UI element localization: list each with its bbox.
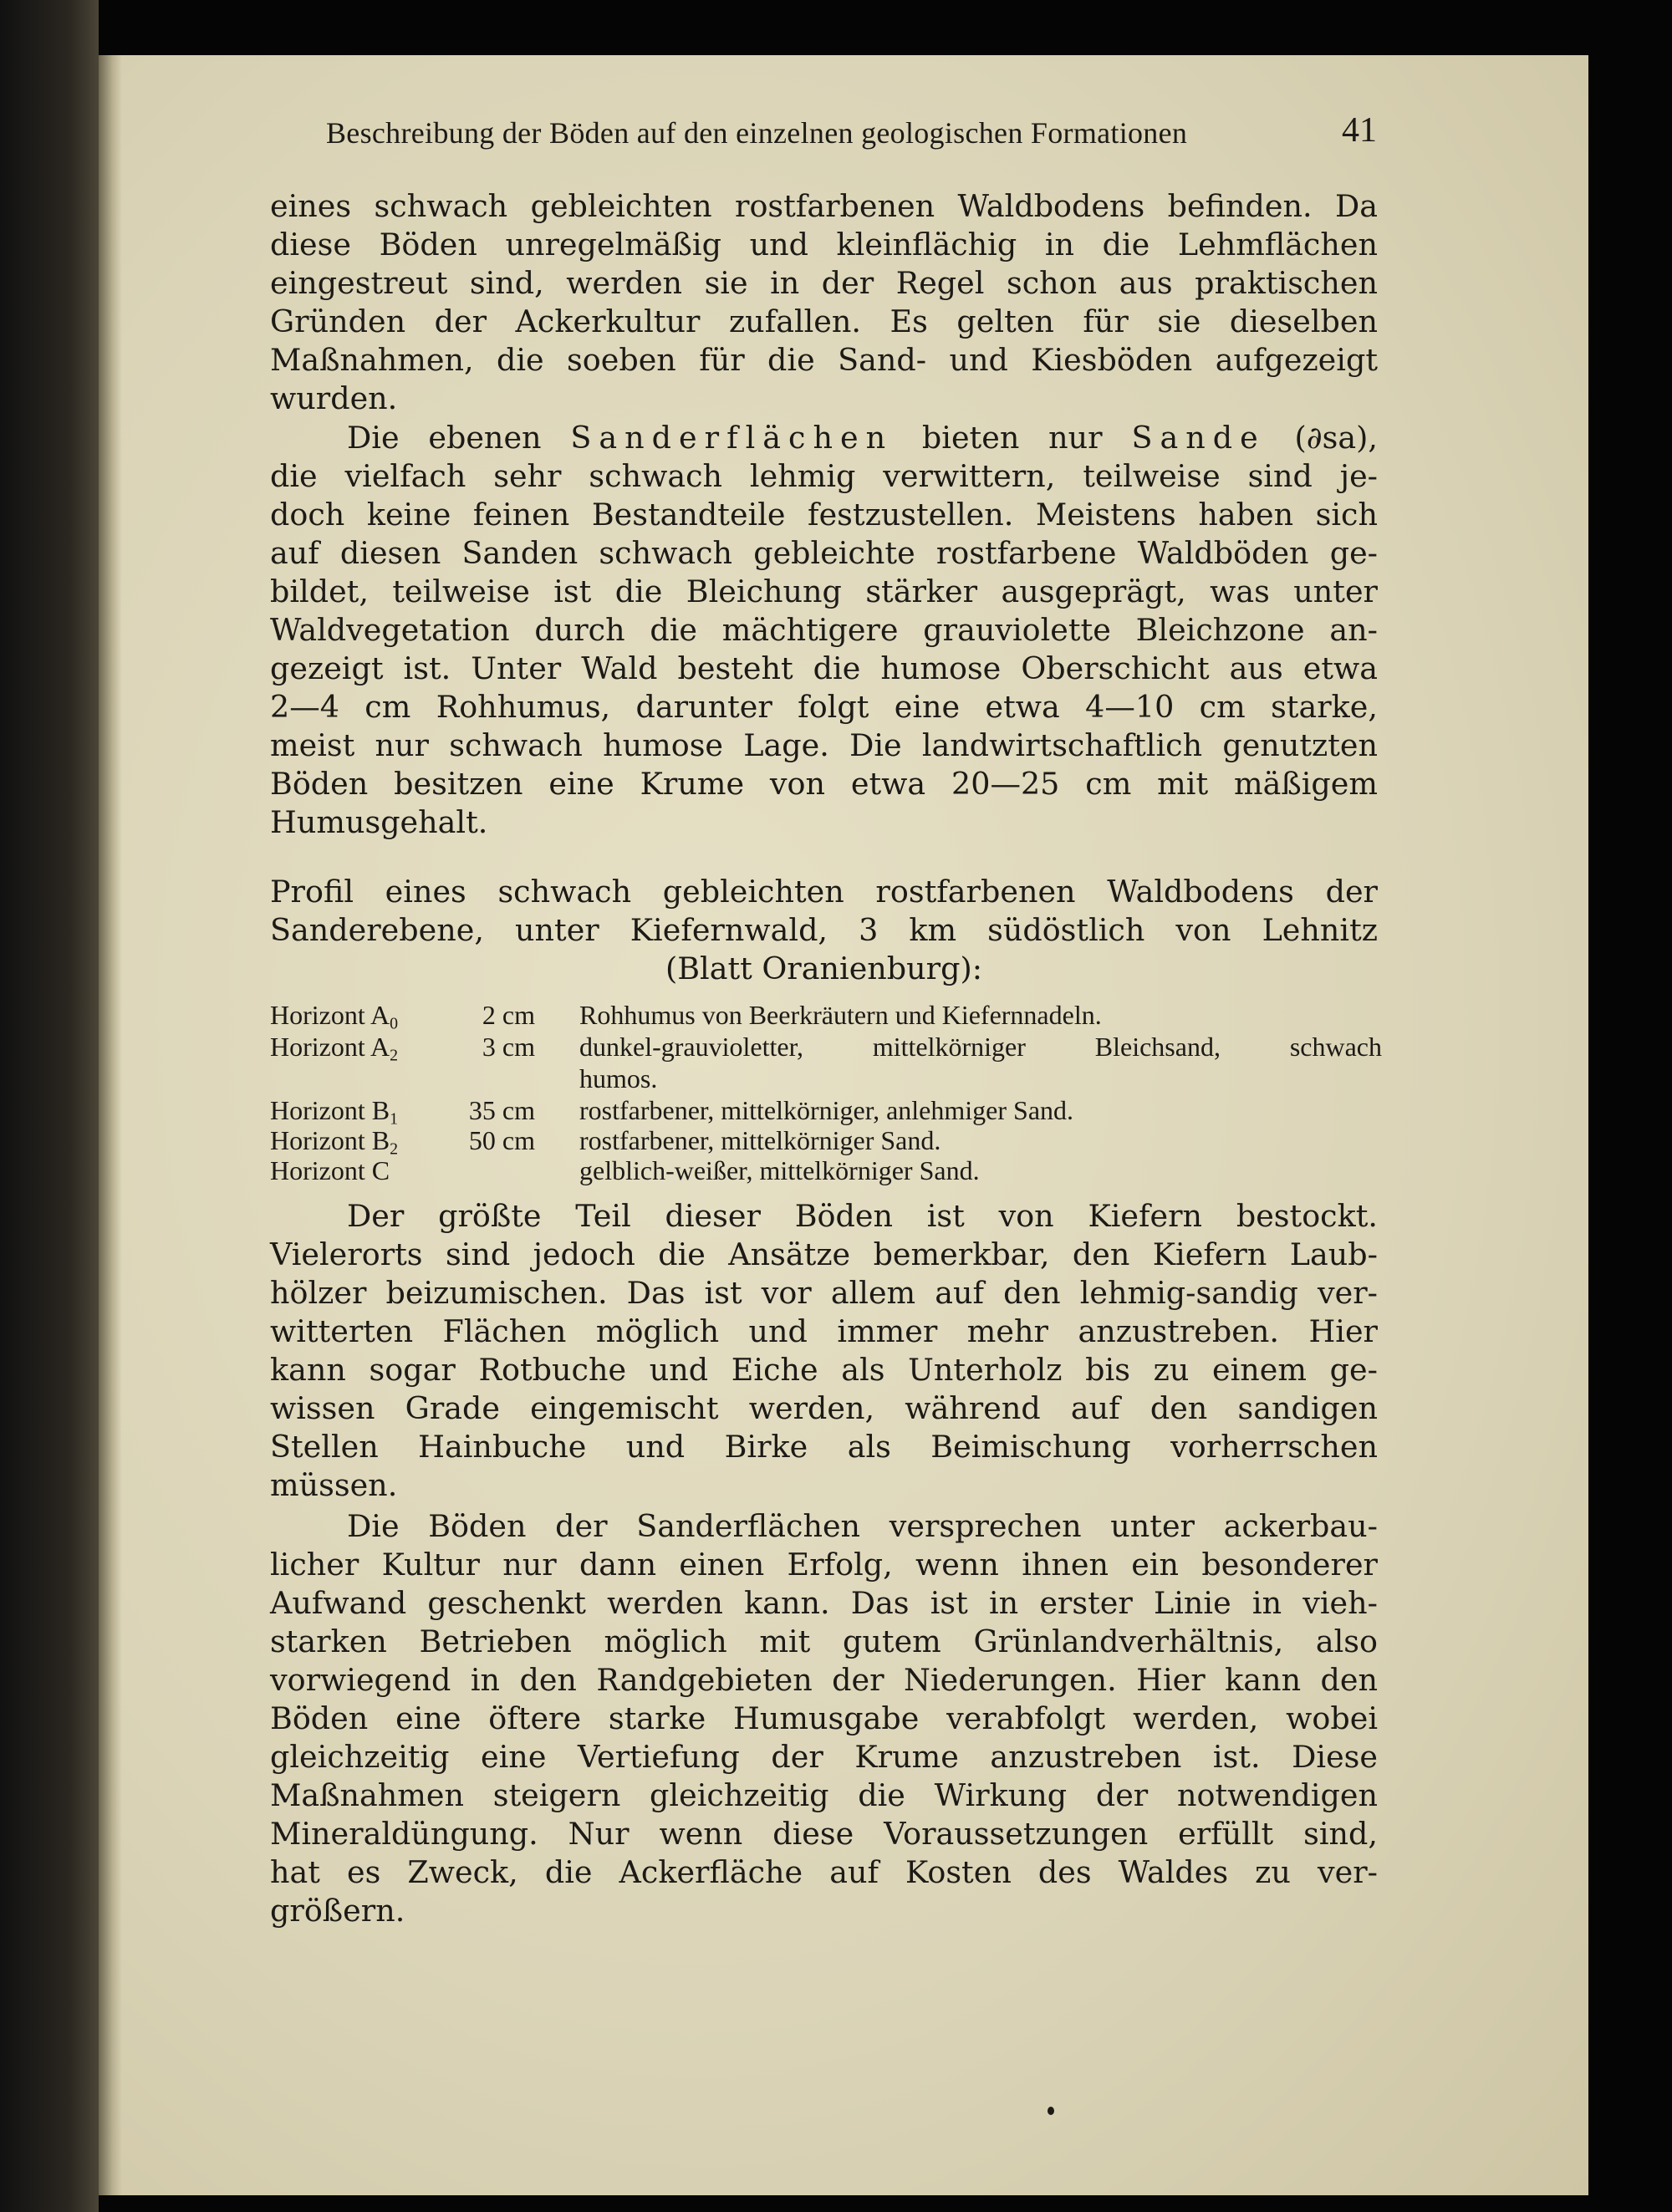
horizon-subscript: 1 (390, 1109, 399, 1129)
text-line: vorwiegend in den Randgebieten der Niederungen. Hier kann den (270, 1662, 1378, 1698)
horizon-code: A (370, 1000, 390, 1030)
horizon-word: Horizont (270, 1032, 365, 1062)
gutter-shadow (99, 55, 122, 2195)
text-run: bieten nur (893, 420, 1132, 456)
spaced-term: Sanderflächen (570, 420, 894, 456)
page-number: 41 (1342, 111, 1377, 150)
horizon-code: A (370, 1032, 390, 1062)
text-line: Maßnahmen steigern gleichzeitig die Wirkung der notwendigen (270, 1777, 1378, 1813)
horizon-code: B (371, 1095, 390, 1125)
text-line: hat es Zweck, die Ackerfläche auf Kosten des Waldes zu ver- (270, 1854, 1378, 1890)
text-line: kann sogar Rotbuche und Eiche als Unterholz bis zu einem ge- (270, 1352, 1378, 1388)
horizon-description: dunkel-grauvioletter, mittelkörniger Bleichsand, schwach (579, 1032, 1382, 1062)
horizon-depth: 3 cm (482, 1032, 535, 1062)
text-line: doch keine feinen Bestandteile festzustellen. Meistens haben sich (270, 497, 1378, 533)
text-line: Mineraldüngung. Nur wenn diese Voraussetzungen erfüllt sind, (270, 1816, 1378, 1852)
text-line: Humusgehalt. (270, 804, 488, 840)
horizon-description: gelblich-weißer, mittelkörniger Sand. (579, 1155, 980, 1185)
text-line-spaced (270, 419, 1378, 457)
horizon-word: Horizont (270, 1125, 365, 1155)
text-line: Böden eine öftere starke Humusgabe verabfolgt werden, wobei (270, 1700, 1378, 1736)
horizon-subscript: 2 (390, 1046, 399, 1065)
horizon-description: Rohhumus von Beerkräutern und Kiefernnadeln. (579, 1000, 1102, 1030)
horizon-label (270, 1095, 399, 1129)
text-line: Böden besitzen eine Krume von etwa 20—25 cm mit mäßigem (270, 766, 1378, 802)
text-line: diese Böden unregelmäßig und kleinflächig in die Lehmflächen (270, 227, 1378, 262)
horizon-word: Horizont (270, 1000, 365, 1030)
text-line: eines schwach gebleichten rostfarbenen Waldbodens befinden. Da (270, 188, 1378, 224)
horizon-depth: 50 cm (468, 1125, 535, 1155)
running-header: Beschreibung der Böden auf den einzelnen geologischen Formationen (326, 116, 1188, 150)
text-line: Stellen Hainbuche und Birke als Beimischung vorherrschen (270, 1429, 1378, 1465)
text-line: gleichzeitig eine Vertiefung der Krume anzustreben ist. Diese (270, 1739, 1378, 1775)
text-line: meist nur schwach humose Lage. Die landwirtschaftlich genutzten (270, 727, 1378, 763)
profile-caption-line: Sanderebene, unter Kiefernwald, 3 km südöstlich von Lehnitz (270, 912, 1378, 948)
horizon-word: Horizont (270, 1155, 365, 1185)
text-line: Der größte Teil dieser Böden ist von Kiefern bestockt. (347, 1198, 1378, 1234)
horizon-description: rostfarbener, mittelkörniger Sand. (579, 1125, 941, 1155)
text-line: Vielerorts sind jedoch die Ansätze bemerkbar, den Kiefern Laub- (270, 1236, 1378, 1272)
horizon-label (270, 1155, 390, 1185)
text-line: Waldvegetation durch die mächtigere grauviolette Bleichzone an- (270, 612, 1378, 648)
profile-caption-line: Profil eines schwach gebleichten rostfarbenen Waldbodens der (270, 874, 1378, 910)
horizon-subscript: 2 (390, 1139, 399, 1159)
horizon-code: B (371, 1125, 390, 1155)
text-line: größern. (270, 1893, 405, 1929)
text-line: licher Kultur nur dann einen Erfolg, wenn ihnen ein besonderer (270, 1547, 1378, 1583)
text-line: bildet, teilweise ist die Bleichung stärker ausgeprägt, was unter (270, 573, 1378, 609)
horizon-depth: 2 cm (482, 1000, 535, 1030)
text-line: 2—4 cm Rohhumus, darunter folgt eine etwa 4—10 cm starke, (270, 689, 1378, 725)
text-run: Die ebenen (347, 420, 571, 456)
horizon-word: Horizont (270, 1095, 365, 1125)
text-line: gezeigt ist. Unter Wald besteht die humose Oberschicht aus etwa (270, 650, 1378, 686)
text-line: starken Betrieben möglich mit gutem Grünlandverhältnis, also (270, 1623, 1378, 1659)
text-line: hölzer beizumischen. Das ist vor allem auf den lehmig-sandig ver- (270, 1275, 1378, 1311)
ink-speck (1048, 2107, 1054, 2115)
horizon-code: C (371, 1155, 390, 1185)
text-line: wurden. (270, 380, 398, 416)
text-line: müssen. (270, 1467, 398, 1503)
text-line: Die Böden der Sanderflächen versprechen unter ackerbau- (347, 1508, 1378, 1544)
horizon-depth: 35 cm (468, 1095, 535, 1125)
text-line: auf diesen Sanden schwach gebleichte rostfarbene Waldböden ge- (270, 535, 1378, 571)
horizon-description-cont: humos. (579, 1063, 658, 1093)
text-line: eingestreut sind, werden sie in der Regel schon aus praktischen (270, 265, 1378, 301)
book-spine (0, 0, 99, 2212)
profile-caption-line: (Blatt Oranienburg): (665, 951, 983, 986)
text-run: (∂sa), (1265, 420, 1378, 456)
text-line: die vielfach sehr schwach lehmig verwittern, teilweise sind je- (270, 458, 1378, 494)
horizon-label (270, 1000, 399, 1033)
text-line: wissen Grade eingemischt werden, während auf den sandigen (270, 1390, 1378, 1426)
text-line: Maßnahmen, die soeben für die Sand- und Kiesböden aufgezeigt (270, 342, 1378, 378)
horizon-subscript: 0 (390, 1014, 399, 1033)
horizon-label (270, 1125, 399, 1159)
text-line: Gründen der Ackerkultur zufallen. Es gelten für sie dieselben (270, 303, 1378, 339)
horizon-label (270, 1032, 399, 1065)
spaced-term: Sande (1131, 420, 1266, 456)
horizon-description: rostfarbener, mittelkörniger, anlehmiger Sand. (579, 1095, 1074, 1125)
text-line: witterten Flächen möglich und immer mehr anzustreben. Hier (270, 1313, 1378, 1349)
text-line: Aufwand geschenkt werden kann. Das ist in erster Linie in vieh- (270, 1585, 1378, 1621)
